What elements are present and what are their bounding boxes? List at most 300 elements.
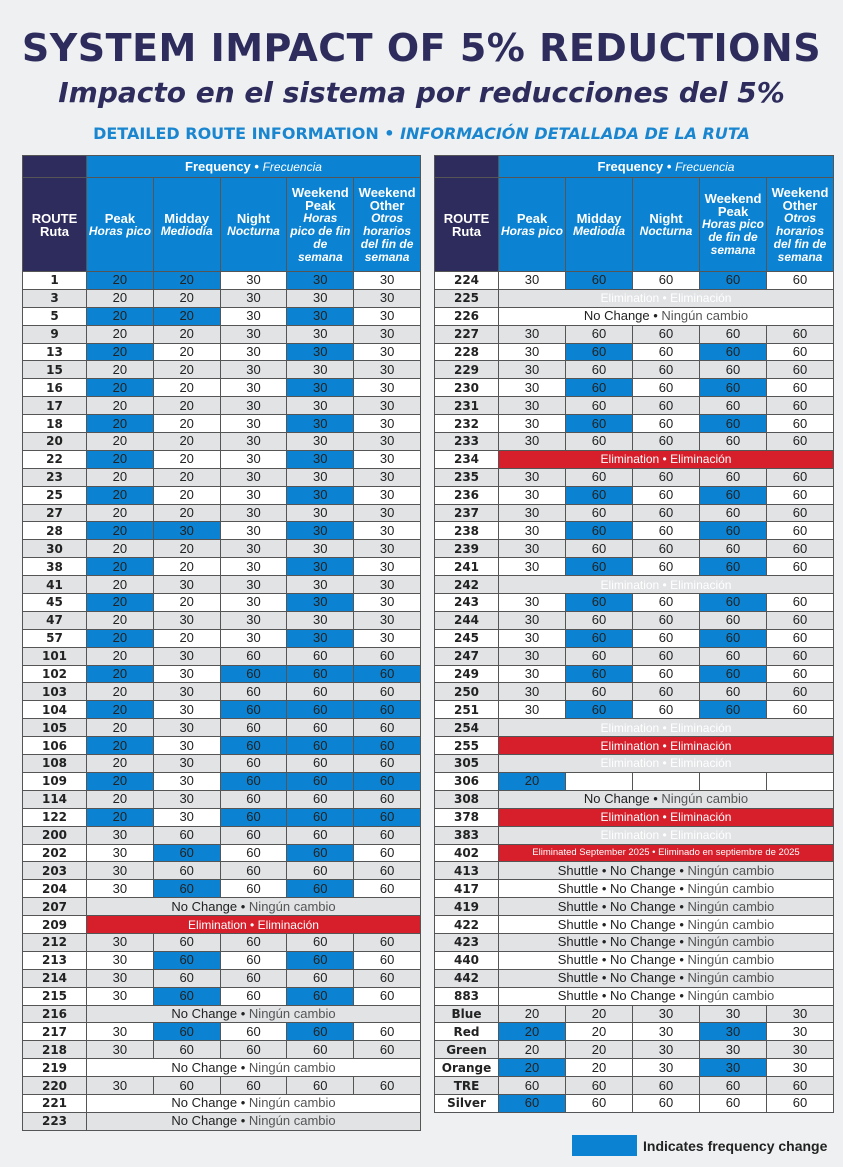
frequency-cell: 60	[153, 951, 220, 969]
route-header	[435, 178, 499, 272]
frequency-cell: 60	[287, 683, 354, 701]
table-row	[23, 683, 421, 701]
table-row	[23, 1059, 421, 1077]
route-number: 20	[23, 433, 87, 451]
frequency-cell: 20	[499, 1041, 566, 1059]
route-number: 378	[435, 808, 499, 826]
frequency-label: Frequency	[185, 158, 251, 174]
route-number: 108	[23, 755, 87, 773]
frequency-cell: 30	[499, 272, 566, 290]
route-number: Blue	[435, 1005, 499, 1023]
table-row	[435, 647, 834, 665]
table-row	[435, 665, 834, 683]
route-number: 207	[23, 898, 87, 916]
table-row	[435, 272, 834, 290]
frequency-cell: 60	[287, 772, 354, 790]
table-row	[435, 719, 834, 737]
route-number: 231	[435, 397, 499, 415]
route-number: 230	[435, 379, 499, 397]
frequency-cell: 30	[767, 1059, 834, 1077]
peak-header	[87, 178, 154, 272]
frequency-cell: 60	[354, 844, 421, 862]
shuttle-label: Shuttle	[557, 952, 599, 968]
frequency-cell: 60	[767, 594, 834, 612]
no-change-cell	[87, 1059, 421, 1077]
frequency-cell: 60	[499, 1077, 566, 1095]
frequency-cell: 60	[287, 844, 354, 862]
separator: •	[649, 791, 662, 807]
frequency-cell: 60	[566, 629, 633, 647]
route-number: 254	[435, 719, 499, 737]
no-change-cell	[87, 1005, 421, 1023]
frequency-cell: 60	[220, 790, 287, 808]
route-number: 221	[23, 1094, 87, 1112]
frequency-cell: 60	[220, 987, 287, 1005]
frequency-cell: 20	[153, 361, 220, 379]
col-label-es: Otros horarios del fin de semana	[360, 210, 414, 264]
table-row	[435, 826, 834, 844]
frequency-cell: 60	[354, 755, 421, 773]
separator: •	[675, 952, 688, 968]
no-change-label-es: Ningún cambio	[248, 898, 336, 914]
frequency-cell: 60	[354, 1023, 421, 1041]
frequency-cell: 30	[153, 719, 220, 737]
frequency-cell: 60	[767, 504, 834, 522]
shuttle-label: Shuttle	[557, 988, 599, 1004]
frequency-cell: 60	[767, 433, 834, 451]
no-change-label-es: Ningún cambio	[248, 1113, 336, 1129]
frequency-cell: 30	[354, 486, 421, 504]
frequency-cell: 60	[633, 415, 700, 433]
route-number: Silver	[435, 1094, 499, 1112]
frequency-cell: 60	[287, 665, 354, 683]
frequency-cell: 60	[566, 486, 633, 504]
frequency-cell: 30	[354, 468, 421, 486]
separator: •	[237, 1059, 249, 1075]
frequency-cell: 60	[287, 647, 354, 665]
frequency-cell: 60	[287, 880, 354, 898]
frequency-cell: 20	[153, 468, 220, 486]
table-row	[23, 325, 421, 343]
frequency-cell: 60	[287, 1077, 354, 1095]
shuttle-label: Shuttle	[557, 970, 599, 986]
table-row	[23, 969, 421, 987]
route-number: 236	[435, 486, 499, 504]
frequency-cell: 20	[87, 737, 154, 755]
frequency-cell: 60	[354, 1077, 421, 1095]
frequency-cell: 20	[153, 415, 220, 433]
frequency-cell: 60	[633, 629, 700, 647]
frequency-cell: 30	[633, 1059, 700, 1077]
route-number: 17	[23, 397, 87, 415]
frequency-cell: 20	[153, 289, 220, 307]
route-number: 41	[23, 576, 87, 594]
frequency-cell: 20	[87, 504, 154, 522]
table-row	[435, 522, 834, 540]
table-row	[435, 755, 834, 773]
frequency-cell: 30	[220, 486, 287, 504]
frequency-cell: 60	[700, 665, 767, 683]
route-number: 225	[435, 289, 499, 307]
frequency-cell: 20	[499, 1023, 566, 1041]
frequency-cell: 60	[633, 379, 700, 397]
frequency-cell: 30	[633, 1023, 700, 1041]
frequency-cell: 30	[87, 880, 154, 898]
table-row	[435, 844, 834, 862]
frequency-cell: 60	[700, 522, 767, 540]
table-row	[23, 719, 421, 737]
elimination-cell: Elimination • Eliminación	[499, 450, 834, 468]
frequency-cell: 20	[87, 468, 154, 486]
route-label: ROUTE	[443, 210, 490, 226]
frequency-cell: 20	[87, 719, 154, 737]
frequency-cell: 60	[700, 683, 767, 701]
frequency-cell: 60	[153, 1023, 220, 1041]
shuttle-cell	[499, 933, 834, 951]
frequency-cell: 30	[499, 558, 566, 576]
frequency-cell: 30	[287, 629, 354, 647]
frequency-cell: 60	[767, 683, 834, 701]
frequency-cell: 30	[287, 361, 354, 379]
section-heading-es: INFORMACIÓN DETALLADA DE LA RUTA	[400, 124, 750, 143]
frequency-cell: 60	[354, 1041, 421, 1059]
elimination-cell: Elimination • Eliminación	[499, 808, 834, 826]
route-number: 383	[435, 826, 499, 844]
frequency-cell: 30	[499, 701, 566, 719]
frequency-cell: 30	[220, 415, 287, 433]
route-number: 402	[435, 844, 499, 862]
route-number: 38	[23, 558, 87, 576]
no-change-label-es: Ningún cambio	[661, 308, 749, 324]
route-number: 245	[435, 629, 499, 647]
frequency-cell: 30	[220, 450, 287, 468]
frequency-cell: 60	[220, 665, 287, 683]
frequency-cell: 60	[633, 665, 700, 683]
frequency-cell: 30	[354, 379, 421, 397]
frequency-cell: 30	[354, 415, 421, 433]
route-number: 218	[23, 1041, 87, 1059]
frequency-cell: 30	[153, 576, 220, 594]
frequency-cell: 60	[767, 343, 834, 361]
route-number: 30	[23, 540, 87, 558]
frequency-cell: 30	[287, 307, 354, 325]
frequency-cell: 30	[287, 289, 354, 307]
weekend-peak-header	[700, 178, 767, 272]
table-row	[23, 343, 421, 361]
frequency-cell: 60	[767, 272, 834, 290]
separator: •	[598, 970, 610, 986]
no-change-label-es: Ningún cambio	[248, 1005, 336, 1021]
frequency-cell: 60	[354, 880, 421, 898]
no-change-label-es: Ningún cambio	[687, 862, 775, 878]
route-number: 219	[23, 1059, 87, 1077]
frequency-cell: 60	[700, 558, 767, 576]
midday-header	[566, 178, 633, 272]
frequency-cell: 60	[153, 1077, 220, 1095]
no-change-label: No Change	[609, 916, 676, 932]
table-row	[23, 755, 421, 773]
frequency-cell: 30	[499, 325, 566, 343]
route-number: 422	[435, 916, 499, 934]
shuttle-cell	[499, 862, 834, 880]
frequency-cell: 60	[153, 826, 220, 844]
frequency-label-es: Frecuencia	[262, 159, 322, 174]
table-row	[23, 558, 421, 576]
frequency-cell: 60	[767, 379, 834, 397]
frequency-cell: 30	[87, 844, 154, 862]
table-row	[23, 826, 421, 844]
frequency-cell: 60	[700, 397, 767, 415]
frequency-cell: 60	[633, 343, 700, 361]
route-header	[23, 178, 87, 272]
table-row	[23, 433, 421, 451]
shuttle-cell	[499, 951, 834, 969]
frequency-cell: 60	[287, 1023, 354, 1041]
separator: •	[675, 898, 688, 914]
route-number: 202	[23, 844, 87, 862]
frequency-cell: 60	[220, 862, 287, 880]
route-rows-left	[23, 272, 421, 1131]
frequency-cell: 60	[499, 1094, 566, 1112]
table-row	[435, 397, 834, 415]
route-rows-right	[435, 272, 834, 1113]
frequency-cell: 20	[87, 808, 154, 826]
elimination-cell: Elimination • Eliminación	[499, 826, 834, 844]
frequency-cell: 30	[700, 1005, 767, 1023]
route-number: 18	[23, 415, 87, 433]
route-number: 229	[435, 361, 499, 379]
table-row	[435, 379, 834, 397]
shuttle-cell	[499, 880, 834, 898]
col-label-en: Night	[649, 210, 683, 226]
frequency-cell: 60	[633, 504, 700, 522]
route-number: 45	[23, 594, 87, 612]
no-change-label-es: Ningún cambio	[661, 791, 749, 807]
frequency-cell: 60	[566, 558, 633, 576]
no-change-label: No Change	[583, 791, 650, 807]
frequency-cell: 30	[354, 558, 421, 576]
night-header	[220, 178, 287, 272]
table-row	[435, 951, 834, 969]
frequency-cell: 60	[220, 755, 287, 773]
frequency-cell: 30	[767, 1005, 834, 1023]
shuttle-cell	[499, 987, 834, 1005]
frequency-cell: 30	[354, 522, 421, 540]
table-row	[435, 325, 834, 343]
frequency-cell: 30	[87, 1041, 154, 1059]
frequency-cell: 30	[287, 594, 354, 612]
frequency-cell: 60	[700, 1094, 767, 1112]
frequency-cell: 60	[566, 611, 633, 629]
frequency-cell: 60	[287, 951, 354, 969]
frequency-cell: 60	[287, 719, 354, 737]
frequency-cell: 20	[87, 289, 154, 307]
frequency-cell: 30	[499, 611, 566, 629]
route-number: 247	[435, 647, 499, 665]
shuttle-cell	[499, 916, 834, 934]
frequency-cell: 20	[153, 540, 220, 558]
frequency-cell: 60	[633, 325, 700, 343]
route-number: 114	[23, 790, 87, 808]
frequency-cell: 60	[287, 862, 354, 880]
frequency-cell: 60	[220, 951, 287, 969]
frequency-cell: 20	[87, 629, 154, 647]
frequency-cell: 60	[566, 504, 633, 522]
frequency-cell: 60	[767, 611, 834, 629]
route-number: 104	[23, 701, 87, 719]
route-number: 13	[23, 343, 87, 361]
frequency-cell: 30	[87, 826, 154, 844]
frequency-cell: 60	[700, 468, 767, 486]
frequency-cell: 30	[287, 397, 354, 415]
frequency-cell: 20	[87, 415, 154, 433]
frequency-cell: 30	[354, 307, 421, 325]
frequency-cell: 30	[220, 594, 287, 612]
table-row	[23, 933, 421, 951]
no-change-label: No Change	[171, 1113, 238, 1129]
route-number: 417	[435, 880, 499, 898]
table-row	[23, 486, 421, 504]
table-row	[435, 594, 834, 612]
col-label-es: Nocturna	[639, 223, 693, 238]
frequency-cell: 60	[287, 755, 354, 773]
table-row	[23, 808, 421, 826]
table-row	[435, 629, 834, 647]
frequency-cell: 60	[354, 701, 421, 719]
frequency-cell: 60	[767, 540, 834, 558]
frequency-cell: 30	[220, 289, 287, 307]
route-number: 213	[23, 951, 87, 969]
table-row	[435, 701, 834, 719]
frequency-cell: 30	[220, 361, 287, 379]
frequency-cell: 30	[220, 576, 287, 594]
frequency-cell: 20	[87, 361, 154, 379]
route-number: 250	[435, 683, 499, 701]
frequency-cell: 20	[499, 1059, 566, 1077]
frequency-cell: 60	[354, 969, 421, 987]
route-number: 47	[23, 611, 87, 629]
shuttle-label: Shuttle	[557, 862, 599, 878]
no-change-cell	[87, 898, 421, 916]
route-number: 308	[435, 790, 499, 808]
route-number: 23	[23, 468, 87, 486]
route-number: 233	[435, 433, 499, 451]
table-row	[23, 1041, 421, 1059]
no-change-label: No Change	[609, 952, 676, 968]
route-table-left	[22, 155, 421, 1131]
frequency-cell: 60	[220, 844, 287, 862]
frequency-cell: 60	[220, 683, 287, 701]
table-row	[435, 737, 834, 755]
route-number: 101	[23, 647, 87, 665]
table-row	[23, 629, 421, 647]
frequency-cell: 20	[87, 325, 154, 343]
frequency-cell: 20	[566, 1005, 633, 1023]
frequency-cell: 60	[153, 844, 220, 862]
no-change-label-es: Ningún cambio	[248, 1095, 336, 1111]
frequency-cell: 60	[633, 683, 700, 701]
table-row	[23, 379, 421, 397]
frequency-cell: 30	[220, 343, 287, 361]
col-label-en: Weekend Peak	[704, 191, 762, 219]
frequency-cell: 60	[767, 415, 834, 433]
frequency-cell: 30	[354, 576, 421, 594]
frequency-cell: 30	[499, 361, 566, 379]
route-number: 25	[23, 486, 87, 504]
frequency-cell: 60	[633, 468, 700, 486]
frequency-cell: 60	[287, 969, 354, 987]
table-row	[23, 898, 421, 916]
frequency-cell: 20	[566, 1023, 633, 1041]
no-change-label: No Change	[609, 970, 676, 986]
frequency-cell: 30	[287, 576, 354, 594]
col-label-es: Horas pico	[88, 223, 151, 238]
route-number: 105	[23, 719, 87, 737]
frequency-cell: 20	[566, 1041, 633, 1059]
route-number: 3	[23, 289, 87, 307]
route-label: ROUTE	[31, 210, 78, 226]
frequency-cell: 30	[153, 790, 220, 808]
frequency-cell: 20	[153, 343, 220, 361]
frequency-cell: 60	[287, 790, 354, 808]
frequency-cell	[633, 772, 700, 790]
elimination-cell: Elimination • Eliminación	[499, 576, 834, 594]
frequency-cell: 30	[153, 647, 220, 665]
table-row	[23, 522, 421, 540]
frequency-cell: 60	[633, 647, 700, 665]
frequency-cell: 30	[354, 325, 421, 343]
frequency-cell: 60	[767, 665, 834, 683]
frequency-cell: 60	[700, 647, 767, 665]
weekend-other-header	[354, 178, 421, 272]
separator: •	[598, 952, 610, 968]
frequency-cell: 20	[87, 343, 154, 361]
frequency-cell: 60	[633, 611, 700, 629]
table-row	[23, 1112, 421, 1130]
route-label-es: Ruta	[452, 223, 481, 239]
frequency-cell: 60	[220, 933, 287, 951]
route-number: 234	[435, 450, 499, 468]
separator: •	[675, 988, 688, 1004]
table-row	[435, 987, 834, 1005]
frequency-cell: 20	[87, 379, 154, 397]
route-number: Green	[435, 1041, 499, 1059]
shuttle-cell	[499, 898, 834, 916]
frequency-cell: 60	[566, 594, 633, 612]
frequency-cell: 60	[700, 701, 767, 719]
table-row	[23, 307, 421, 325]
frequency-cell: 60	[633, 486, 700, 504]
frequency-cell: 60	[287, 933, 354, 951]
frequency-cell: 30	[767, 1023, 834, 1041]
route-number: 204	[23, 880, 87, 898]
separator: •	[598, 862, 610, 878]
frequency-cell: 60	[566, 701, 633, 719]
frequency-cell: 30	[220, 522, 287, 540]
section-heading	[0, 123, 843, 145]
table-row	[435, 969, 834, 987]
table-row	[23, 397, 421, 415]
frequency-cell: 30	[354, 272, 421, 290]
frequency-cell: 60	[354, 683, 421, 701]
route-number: 226	[435, 307, 499, 325]
frequency-cell: 60	[354, 790, 421, 808]
no-change-label: No Change	[609, 988, 676, 1004]
table-row	[23, 916, 421, 934]
frequency-cell: 30	[87, 951, 154, 969]
frequency-cell: 60	[700, 361, 767, 379]
route-number: 306	[435, 772, 499, 790]
